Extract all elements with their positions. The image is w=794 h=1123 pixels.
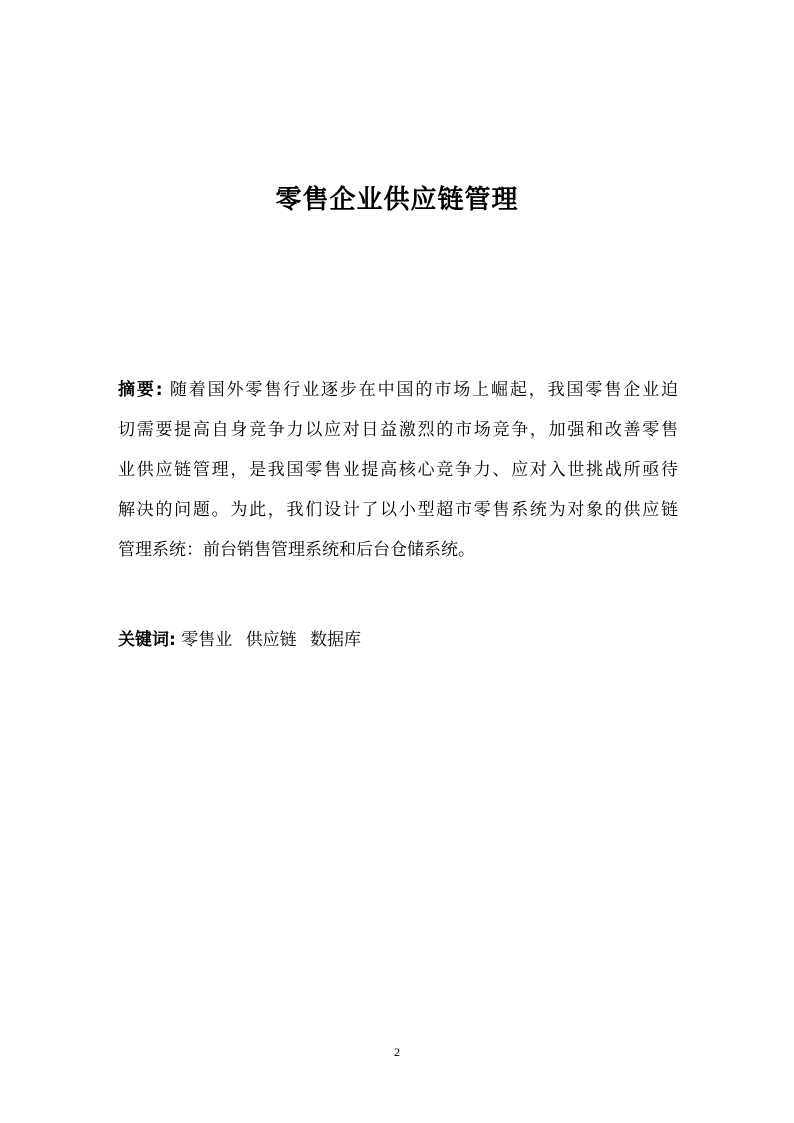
keyword-item: 数据库	[310, 630, 362, 650]
keyword-item: 供应链	[245, 630, 297, 650]
keyword-item: 零售业	[181, 630, 233, 650]
document-title: 零售企业供应链管理	[275, 185, 519, 215]
abstract-text: 随着国外零售行业逐步在中国的市场上崛起，我国零售企业迫	[169, 380, 678, 400]
abstract-line	[118, 370, 678, 410]
abstract-line: 业供应链管理，是我国零售业提高核心竞争力、应对入世挑战所亟待	[118, 460, 678, 480]
abstract-line: 切需要提高自身竞争力以应对日益激烈的市场竞争，加强和改善零售	[118, 420, 678, 440]
page-number: 2	[394, 1045, 400, 1059]
keywords-section	[118, 620, 678, 660]
abstract-line: 管理系统：前台销售管理系统和后台仓储系统。	[118, 540, 475, 560]
abstract-label: 摘要:	[118, 380, 163, 400]
abstract-section	[118, 370, 678, 570]
abstract-line: 解决的问题。为此，我们设计了以小型超市零售系统为对象的供应链	[118, 500, 678, 520]
keywords-label: 关键词:	[118, 630, 176, 650]
